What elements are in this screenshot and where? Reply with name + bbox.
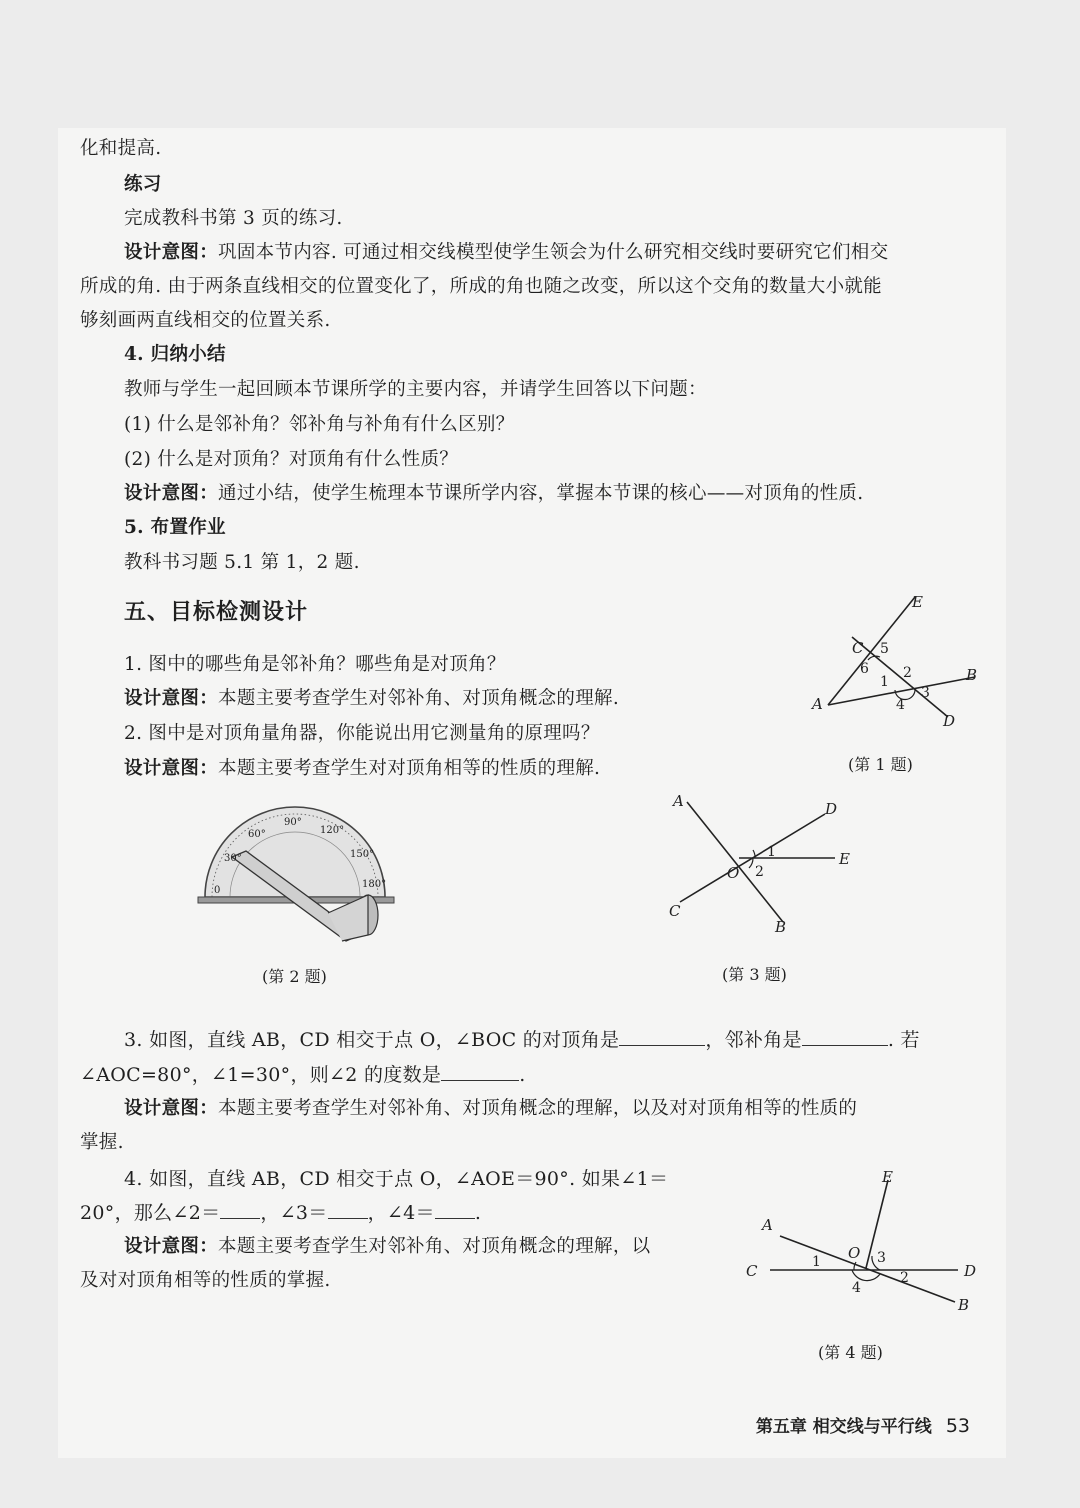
tick-150: 150° xyxy=(350,849,375,860)
chapter-title: 第五章 相交线与平行线 xyxy=(755,1417,932,1437)
fig3-label-2: 2 xyxy=(755,864,764,880)
figure-3 xyxy=(655,790,865,940)
fig4-label-o: O xyxy=(848,1244,861,1262)
fig1-label-3: 3 xyxy=(921,685,930,701)
fig1-label-6: 6 xyxy=(860,661,869,677)
question-3-line1 xyxy=(124,1027,920,1053)
intent-text: 本题主要考查学生对对顶角相等的性质的理解. xyxy=(218,758,601,779)
intent-label: 设计意图： xyxy=(124,242,219,263)
q4-blank-3[interactable] xyxy=(435,1200,475,1219)
fig4-label-a: A xyxy=(762,1216,773,1234)
fig1-label-5: 5 xyxy=(880,641,889,657)
fig3-line-ab xyxy=(687,802,783,922)
fig3-label-e: E xyxy=(839,850,850,868)
question-4-intent xyxy=(124,1234,650,1260)
figure-4 xyxy=(740,1162,985,1322)
summary-question-1: (1) 什么是邻补角？邻补角与补角有什么区别？ xyxy=(124,414,515,435)
question-1: 1. 图中的哪些角是邻补角？哪些角是对顶角？ xyxy=(124,654,506,675)
paragraph-continuation: 化和提高. xyxy=(80,138,162,159)
tick-30: 30° xyxy=(224,853,242,864)
fig3-label-c: C xyxy=(669,902,681,920)
intent-text: 通过小结，使学生梳理本节课所学内容，掌握本节课的核心——对顶角的性质. xyxy=(218,483,864,504)
q4-text-c: ，∠3＝ xyxy=(260,1202,328,1224)
homework-text: 教科书习题 5.1 第 1，2 题. xyxy=(124,552,360,573)
q4-text-e: . xyxy=(474,1202,482,1224)
intent-label: 设计意图： xyxy=(124,758,219,779)
summary-title: 4. 归纳小结 xyxy=(124,344,226,365)
q3-text-d: ∠AOC=80°，∠1=30°，则∠2 的度数是 xyxy=(80,1064,442,1086)
summary-text: 教师与学生一起回顾本节课所学的主要内容，并请学生回答以下问题： xyxy=(124,379,707,400)
figure-1-caption: (第 1 题) xyxy=(848,755,913,774)
page-number: 53 xyxy=(945,1415,970,1437)
tick-60: 60° xyxy=(248,829,266,840)
fig4-label-4: 4 xyxy=(852,1280,861,1296)
summary-question-2: (2) 什么是对顶角？对顶角有什么性质？ xyxy=(124,449,459,470)
fig4-label-1: 1 xyxy=(812,1254,821,1270)
fig1-label-4: 4 xyxy=(896,697,905,713)
section-title: 五、目标检测设计 xyxy=(124,600,309,625)
question-3-line2 xyxy=(80,1062,526,1088)
fig3-label-o: O xyxy=(727,864,740,882)
practice-intent-line3: 够刻画两直线相交的位置关系. xyxy=(80,310,331,331)
figure-2 xyxy=(190,795,400,950)
tick-90: 90° xyxy=(284,817,302,828)
tick-180: 180° xyxy=(362,879,387,890)
figure-3-caption: (第 3 题) xyxy=(722,965,787,984)
fig1-label-a: A xyxy=(812,695,823,713)
q3-text-a: 3. 如图，直线 AB，CD 相交于点 O，∠BOC 的对顶角是 xyxy=(124,1029,620,1051)
fig4-label-c: C xyxy=(746,1262,758,1280)
practice-text: 完成教科书第 3 页的练习. xyxy=(124,208,343,229)
q4-blank-1[interactable] xyxy=(220,1200,260,1219)
question-2: 2. 图中是对顶角量角器，你能说出用它测量角的原理吗？ xyxy=(124,723,600,744)
fig3-label-1: 1 xyxy=(767,844,776,860)
intent-text: 本题主要考查学生对邻补角、对顶角概念的理解. xyxy=(218,688,619,709)
q3-text-e: . xyxy=(519,1064,526,1086)
fig1-label-d: D xyxy=(943,712,956,730)
question-2-intent xyxy=(124,756,600,782)
question-4-line1: 4. 如图，直线 AB，CD 相交于点 O，∠AOE＝90°. 如果∠1＝ xyxy=(124,1168,669,1190)
q4-text-b: 20°，那么∠2＝ xyxy=(80,1202,221,1224)
intent-text: 本题主要考查学生对邻补角、对顶角概念的理解，以 xyxy=(218,1236,651,1257)
practice-intent-line2: 所成的角. 由于两条直线相交的位置变化了，所成的角也随之改变，所以这个交角的数量大小就能 xyxy=(80,276,882,297)
intent-text: 本题主要考查学生对邻补角、对顶角概念的理解，以及对对顶角相等的性质的 xyxy=(218,1098,858,1119)
question-4-line2 xyxy=(80,1200,481,1226)
q3-blank-1[interactable] xyxy=(619,1027,705,1046)
fig1-label-b: B xyxy=(966,666,978,684)
question-3-intent-line2: 掌握. xyxy=(80,1132,124,1153)
figure-4-caption: (第 4 题) xyxy=(818,1343,883,1362)
fig4-line-ab xyxy=(780,1236,955,1302)
homework-title: 5. 布置作业 xyxy=(124,517,226,538)
fig4-label-b: B xyxy=(958,1296,970,1314)
intent-label: 设计意图： xyxy=(124,688,219,709)
question-3-intent xyxy=(124,1096,857,1122)
practice-title: 练习 xyxy=(124,174,162,195)
fig1-label-2: 2 xyxy=(903,665,912,681)
fig4-label-2: 2 xyxy=(900,1270,909,1286)
fig4-label-e: E xyxy=(882,1168,893,1186)
figure-2-caption: (第 2 题) xyxy=(262,967,327,986)
summary-intent xyxy=(124,481,863,507)
q3-blank-2[interactable] xyxy=(802,1027,888,1046)
q3-text-b: ，邻补角是 xyxy=(705,1029,802,1051)
q3-text-c: . 若 xyxy=(887,1029,920,1051)
practice-intent-line1 xyxy=(124,240,888,266)
q3-blank-3[interactable] xyxy=(441,1062,519,1081)
intent-label: 设计意图： xyxy=(124,483,219,504)
fig4-label-d: D xyxy=(964,1262,977,1280)
fig4-label-3: 3 xyxy=(877,1250,886,1266)
fig1-label-c: C xyxy=(852,639,864,657)
fig3-label-b: B xyxy=(775,918,787,936)
intent-text: 巩固本节内容. 可通过相交线模型使学生领会为什么研究相交线时要研究它们相交 xyxy=(218,242,889,263)
fig1-label-e: E xyxy=(912,593,923,611)
intent-label: 设计意图： xyxy=(124,1236,219,1257)
tick-0: 0 xyxy=(214,885,221,896)
question-1-intent xyxy=(124,686,619,712)
fig1-line-ae xyxy=(828,597,915,705)
tick-120: 120° xyxy=(320,825,345,836)
figure-1 xyxy=(800,585,990,735)
fig3-label-d: D xyxy=(825,800,838,818)
fig1-label-1: 1 xyxy=(880,674,889,690)
page-footer xyxy=(756,1412,970,1437)
q4-blank-2[interactable] xyxy=(328,1200,368,1219)
intent-label: 设计意图： xyxy=(124,1098,219,1119)
question-4-intent-line2: 及对对顶角相等的性质的掌握. xyxy=(80,1270,331,1291)
fig3-label-a: A xyxy=(673,792,684,810)
q4-text-d: ，∠4＝ xyxy=(367,1202,435,1224)
